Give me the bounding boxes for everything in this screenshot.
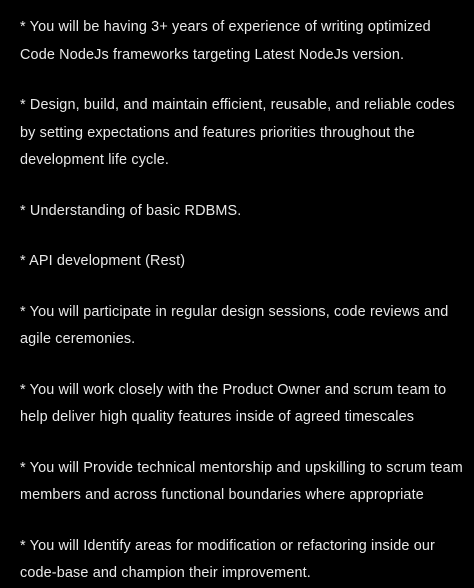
bullet-line: * You will participate in regular design sessions, code reviews and bbox=[20, 303, 449, 320]
bullet-line: * API development (Rest) bbox=[20, 253, 186, 269]
bullet-refactoring bbox=[20, 533, 456, 588]
bullet-line: members and across functional boundaries where appropriate bbox=[20, 487, 424, 503]
bullet-line: * You will be having 3+ years of experience of writing optimized bbox=[20, 19, 431, 35]
bullet-design-build-maintain bbox=[20, 92, 456, 175]
bullet-line: development life cycle. bbox=[20, 152, 170, 168]
bullet-product-owner bbox=[20, 377, 456, 432]
bullet-line: agile ceremonies. bbox=[20, 331, 136, 347]
bullet-design-sessions bbox=[20, 299, 456, 354]
bullet-line: by setting expectations and features priorities throughout the bbox=[20, 124, 415, 141]
bullet-line: code-base and champion their improvement. bbox=[20, 565, 311, 581]
bullet-line: Code NodeJs frameworks targeting Latest NodeJs version. bbox=[20, 46, 405, 63]
bullet-rdbms bbox=[20, 198, 456, 226]
bullet-line: * You will Identify areas for modification or refactoring inside our bbox=[20, 537, 435, 554]
bullet-line: * You will Provide technical mentorship and upskilling to scrum team bbox=[20, 459, 463, 476]
bullet-line: * Understanding of basic RDBMS. bbox=[20, 202, 242, 219]
bullet-nodejs-experience bbox=[20, 14, 456, 69]
bullet-mentorship bbox=[20, 455, 463, 510]
bullet-line: * Design, build, and maintain efficient, reusable, and reliable codes bbox=[20, 97, 455, 113]
bullet-line: * You will work closely with the Product Owner and scrum team to bbox=[20, 381, 447, 398]
bullet-api-development bbox=[20, 248, 456, 276]
bullet-line: help deliver high quality features inside of agreed timescales bbox=[20, 409, 415, 425]
